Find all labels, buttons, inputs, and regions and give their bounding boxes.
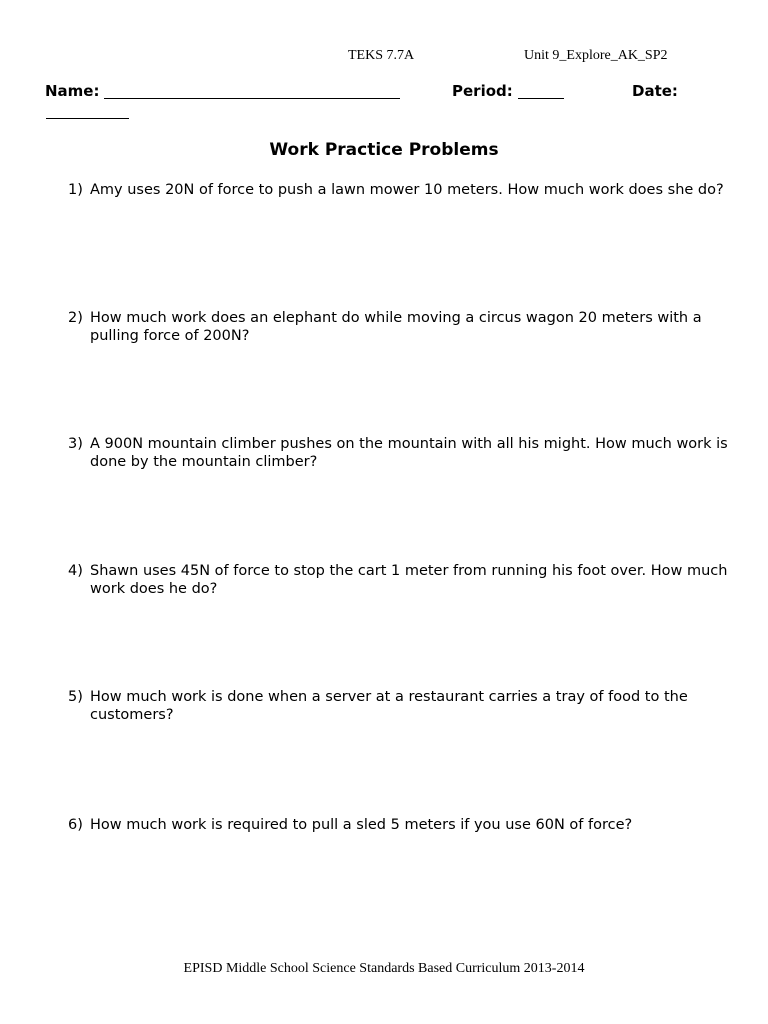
problem-item	[68, 688, 728, 724]
page-footer: EPISD Middle School Science Standards Based Curriculum 2013-2014	[183, 961, 585, 976]
problem-text: Shawn uses 45N of force to stop the cart 1 meter from running his foot over. How much work does he do?	[90, 563, 728, 597]
problem-item	[68, 562, 728, 598]
unit-code: Unit 9_Explore_AK_SP2	[524, 48, 668, 63]
problem-text: How much work is required to pull a sled 5 meters if you use 60N of force?	[90, 817, 633, 833]
problem-number: 5)	[68, 689, 83, 705]
teks-code: TEKS 7.7A	[348, 48, 415, 63]
date-label: Date:	[632, 82, 678, 100]
problem-number: 4)	[68, 563, 83, 579]
problem-number: 1)	[68, 182, 83, 198]
problem-text: How much work is done when a server at a restaurant carries a tray of food to the customers?	[90, 689, 688, 723]
problem-text: How much work does an elephant do while moving a circus wagon 20 meters with a pulling force of 200N?	[90, 310, 702, 344]
period-blank-line[interactable]	[518, 84, 564, 99]
date-blank-line[interactable]	[46, 104, 129, 119]
problem-item	[68, 816, 728, 834]
period-label: Period:	[452, 82, 513, 100]
problem-text: Amy uses 20N of force to push a lawn mower 10 meters. How much work does she do?	[90, 182, 724, 198]
problem-item	[68, 309, 728, 345]
problem-item	[68, 435, 728, 471]
problem-number: 2)	[68, 310, 83, 326]
name-label: Name:	[45, 82, 100, 100]
problem-item	[68, 181, 728, 199]
problem-number: 6)	[68, 817, 83, 833]
problem-number: 3)	[68, 436, 83, 452]
name-blank-line[interactable]	[104, 84, 400, 99]
page-title: Work Practice Problems	[269, 140, 499, 160]
problem-text: A 900N mountain climber pushes on the mountain with all his might. How much work is done by the mountain climber?	[90, 436, 728, 470]
